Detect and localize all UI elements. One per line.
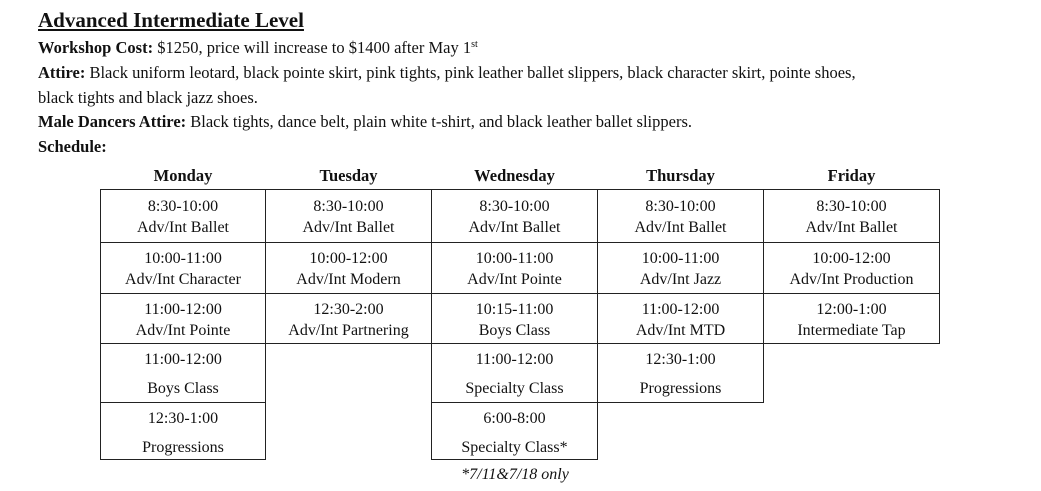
class-time: 10:15-11:00 — [475, 301, 554, 318]
schedule-cell — [431, 343, 598, 403]
class-time: 8:30-10:00 — [479, 198, 550, 215]
class-name: Intermediate Tap — [797, 322, 906, 339]
schedule-cell — [763, 293, 940, 344]
class-name: Adv/Int Pointe — [135, 322, 231, 339]
class-name: Specialty Class — [465, 380, 564, 397]
male-attire-label: Male Dancers Attire: — [38, 112, 187, 131]
class-name: Adv/Int MTD — [635, 322, 726, 339]
schedule-cell — [597, 242, 764, 294]
attire-text-1: Black uniform leotard, black pointe skirt, pink tights, pink leather ballet slippers, black character skirt, pointe shoes, — [85, 63, 856, 82]
attire-line-2 — [38, 85, 258, 110]
schedule-cell — [100, 242, 266, 294]
class-time: 11:00-12:00 — [641, 301, 720, 318]
class-time: 12:30-1:00 — [645, 351, 716, 368]
class-time: 10:00-12:00 — [309, 250, 388, 267]
class-time: 10:00-12:00 — [812, 250, 891, 267]
class-time: 11:00-12:00 — [144, 301, 222, 318]
workshop-cost-label: Workshop Cost: — [38, 38, 154, 57]
schedule-cell — [431, 402, 598, 460]
class-name: Adv/Int Jazz — [639, 271, 722, 288]
attire-text-2: black tights and black jazz shoes. — [38, 88, 258, 107]
schedule-cell — [597, 343, 764, 403]
class-name: Adv/Int Modern — [296, 271, 401, 288]
class-time: 12:30-1:00 — [147, 410, 219, 427]
day-header-monday: Monday — [153, 166, 213, 185]
class-time: 8:30-10:00 — [147, 198, 219, 215]
class-time: 12:30-2:00 — [313, 301, 384, 318]
schedule-cell — [100, 189, 266, 243]
attire-line — [38, 60, 856, 85]
class-name: Progressions — [639, 380, 722, 397]
class-time: 12:00-1:00 — [816, 301, 887, 318]
workshop-cost-text: $1250, price will increase to $1400 after May 1 — [153, 38, 472, 57]
schedule-cell — [431, 189, 598, 243]
attire-label: Attire: — [38, 63, 86, 82]
schedule-cell — [265, 242, 432, 294]
class-name: Adv/Int Ballet — [137, 219, 229, 236]
class-name: Adv/Int Production — [789, 271, 914, 288]
schedule-footnote: *7/11&7/18 only — [461, 466, 569, 483]
class-time: 10:00-11:00 — [641, 250, 720, 267]
schedule-cell — [763, 189, 940, 243]
day-header-wednesday: Wednesday — [474, 166, 555, 185]
class-time: 10:00-11:00 — [144, 250, 222, 267]
workshop-cost-sup: st — [471, 39, 478, 50]
page-title: Advanced Intermediate Level — [38, 8, 304, 32]
day-header-tuesday: Tuesday — [319, 166, 378, 185]
workshop-cost-line — [38, 35, 478, 60]
day-header-friday: Friday — [827, 166, 876, 185]
schedule-cell — [763, 242, 940, 294]
schedule-cell — [100, 402, 266, 460]
class-name: Adv/Int Ballet — [634, 219, 727, 236]
schedule-cell — [597, 293, 764, 344]
schedule-cell — [431, 293, 598, 344]
class-name: Progressions — [142, 439, 224, 456]
schedule-cell — [597, 189, 764, 243]
class-name: Boys Class — [147, 380, 219, 397]
class-time: 8:30-10:00 — [313, 198, 384, 215]
class-time: 10:00-11:00 — [475, 250, 554, 267]
day-header-thursday: Thursday — [646, 166, 715, 185]
class-name: Adv/Int Ballet — [302, 219, 395, 236]
class-time: 6:00-8:00 — [483, 410, 546, 427]
schedule-cell — [265, 293, 432, 344]
class-name: Adv/Int Ballet — [805, 219, 898, 236]
class-name: Specialty Class* — [461, 439, 568, 456]
class-name: Boys Class — [478, 322, 551, 339]
schedule-label: Schedule: — [38, 137, 107, 156]
class-name: Adv/Int Character — [125, 271, 241, 288]
class-time: 8:30-10:00 — [816, 198, 887, 215]
male-attire-line — [38, 109, 692, 134]
class-name: Adv/Int Partnering — [288, 322, 409, 339]
schedule-cell — [100, 293, 266, 344]
schedule-cell — [431, 242, 598, 294]
class-name: Adv/Int Pointe — [467, 271, 562, 288]
class-name: Adv/Int Ballet — [468, 219, 561, 236]
male-attire-text: Black tights, dance belt, plain white t-shirt, and black leather ballet slippers. — [186, 112, 692, 131]
class-time: 11:00-12:00 — [144, 351, 222, 368]
schedule-cell — [100, 343, 266, 403]
class-time: 8:30-10:00 — [645, 198, 716, 215]
schedule-cell — [265, 189, 432, 243]
class-time: 11:00-12:00 — [475, 351, 554, 368]
